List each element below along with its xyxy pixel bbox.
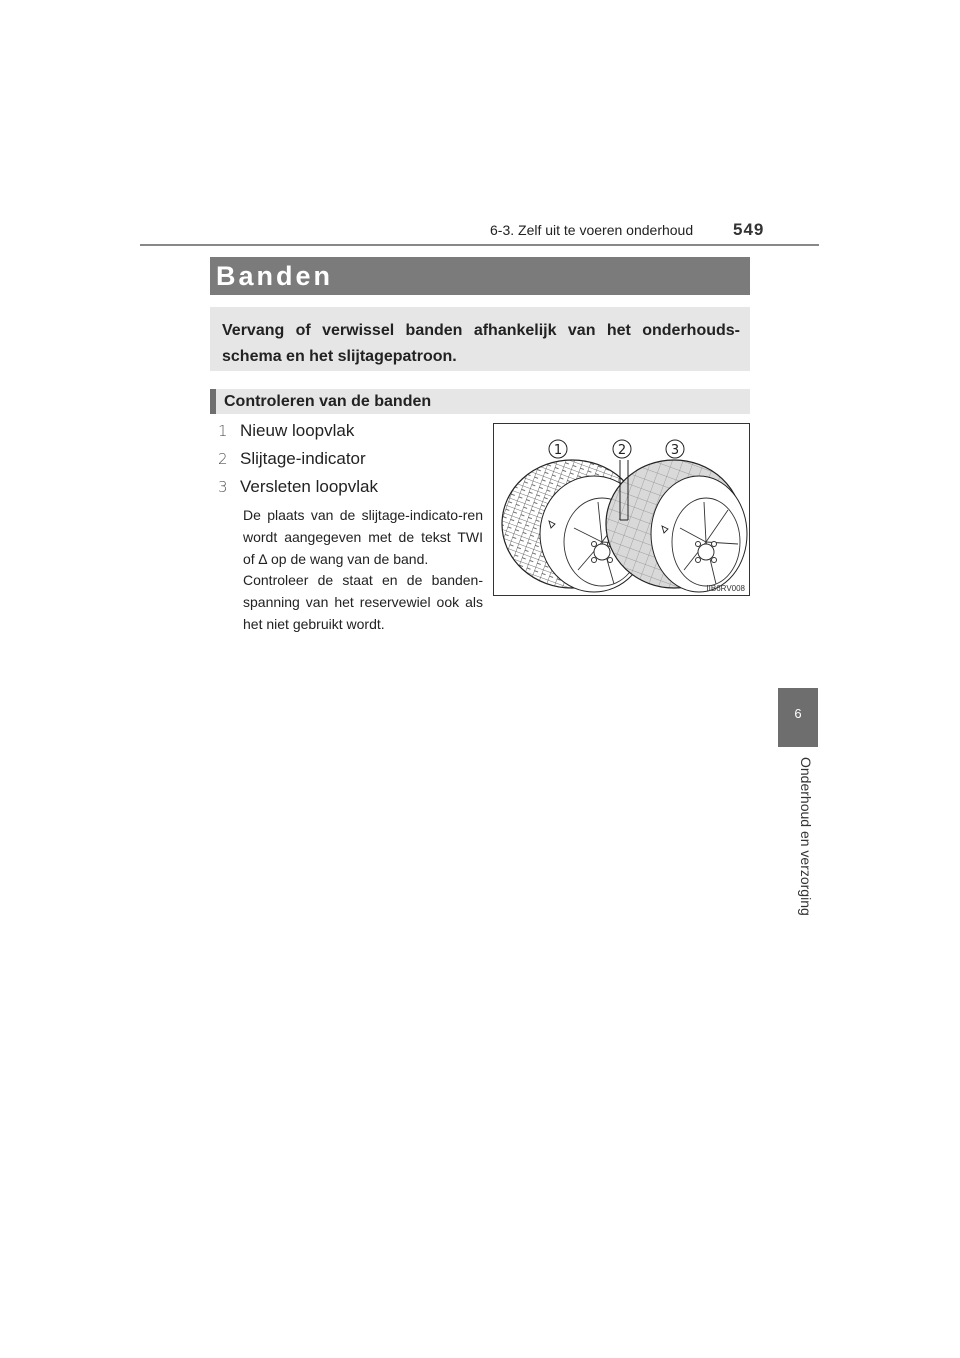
intro-text: Vervang of verwissel banden afhankelijk van het onderhouds-schema en het slijtagepatroon. — [222, 322, 740, 365]
item-number: 1 — [218, 422, 228, 440]
chapter-tab-title: Onderhoud en verzorging — [798, 757, 814, 916]
callout-2 — [613, 440, 631, 458]
item-number: 2 — [218, 450, 228, 468]
item-label: Nieuw loopvlak — [240, 421, 355, 440]
callout-number: 3 — [670, 443, 680, 458]
page-title: Banden — [216, 261, 334, 291]
body-paragraph: Controleer de staat en de banden-spanning van het reservewiel ook als het niet gebruikt wordt. — [243, 572, 483, 632]
chapter-tab-number: 6 — [794, 706, 802, 721]
list-item — [218, 477, 378, 497]
subsection-title: Controleren van de banden — [224, 393, 432, 410]
running-header-section: 6-3. Zelf uit te voeren onderhoud — [490, 222, 694, 238]
callout-3 — [666, 440, 684, 458]
figure-code: IIB6RV008 — [706, 584, 745, 593]
body-paragraph: De plaats van de slijtage-indicato-ren wordt aangegeven met de tekst TWI of ∆ op de wang van de band. — [243, 507, 483, 567]
item-label: Versleten loopvlak — [240, 477, 378, 496]
callout-1 — [549, 440, 567, 458]
item-number: 3 — [218, 478, 228, 496]
list-item — [218, 421, 354, 441]
item-label: Slijtage-indicator — [240, 449, 366, 468]
subsection-accent — [210, 389, 216, 414]
callout-number: 2 — [617, 443, 627, 458]
tire-drawing — [494, 424, 749, 595]
callout-number: 1 — [553, 443, 563, 458]
page-number: 549 — [733, 220, 765, 239]
tire-illustration — [493, 423, 750, 596]
list-item — [218, 449, 366, 469]
header-rule — [140, 244, 819, 246]
